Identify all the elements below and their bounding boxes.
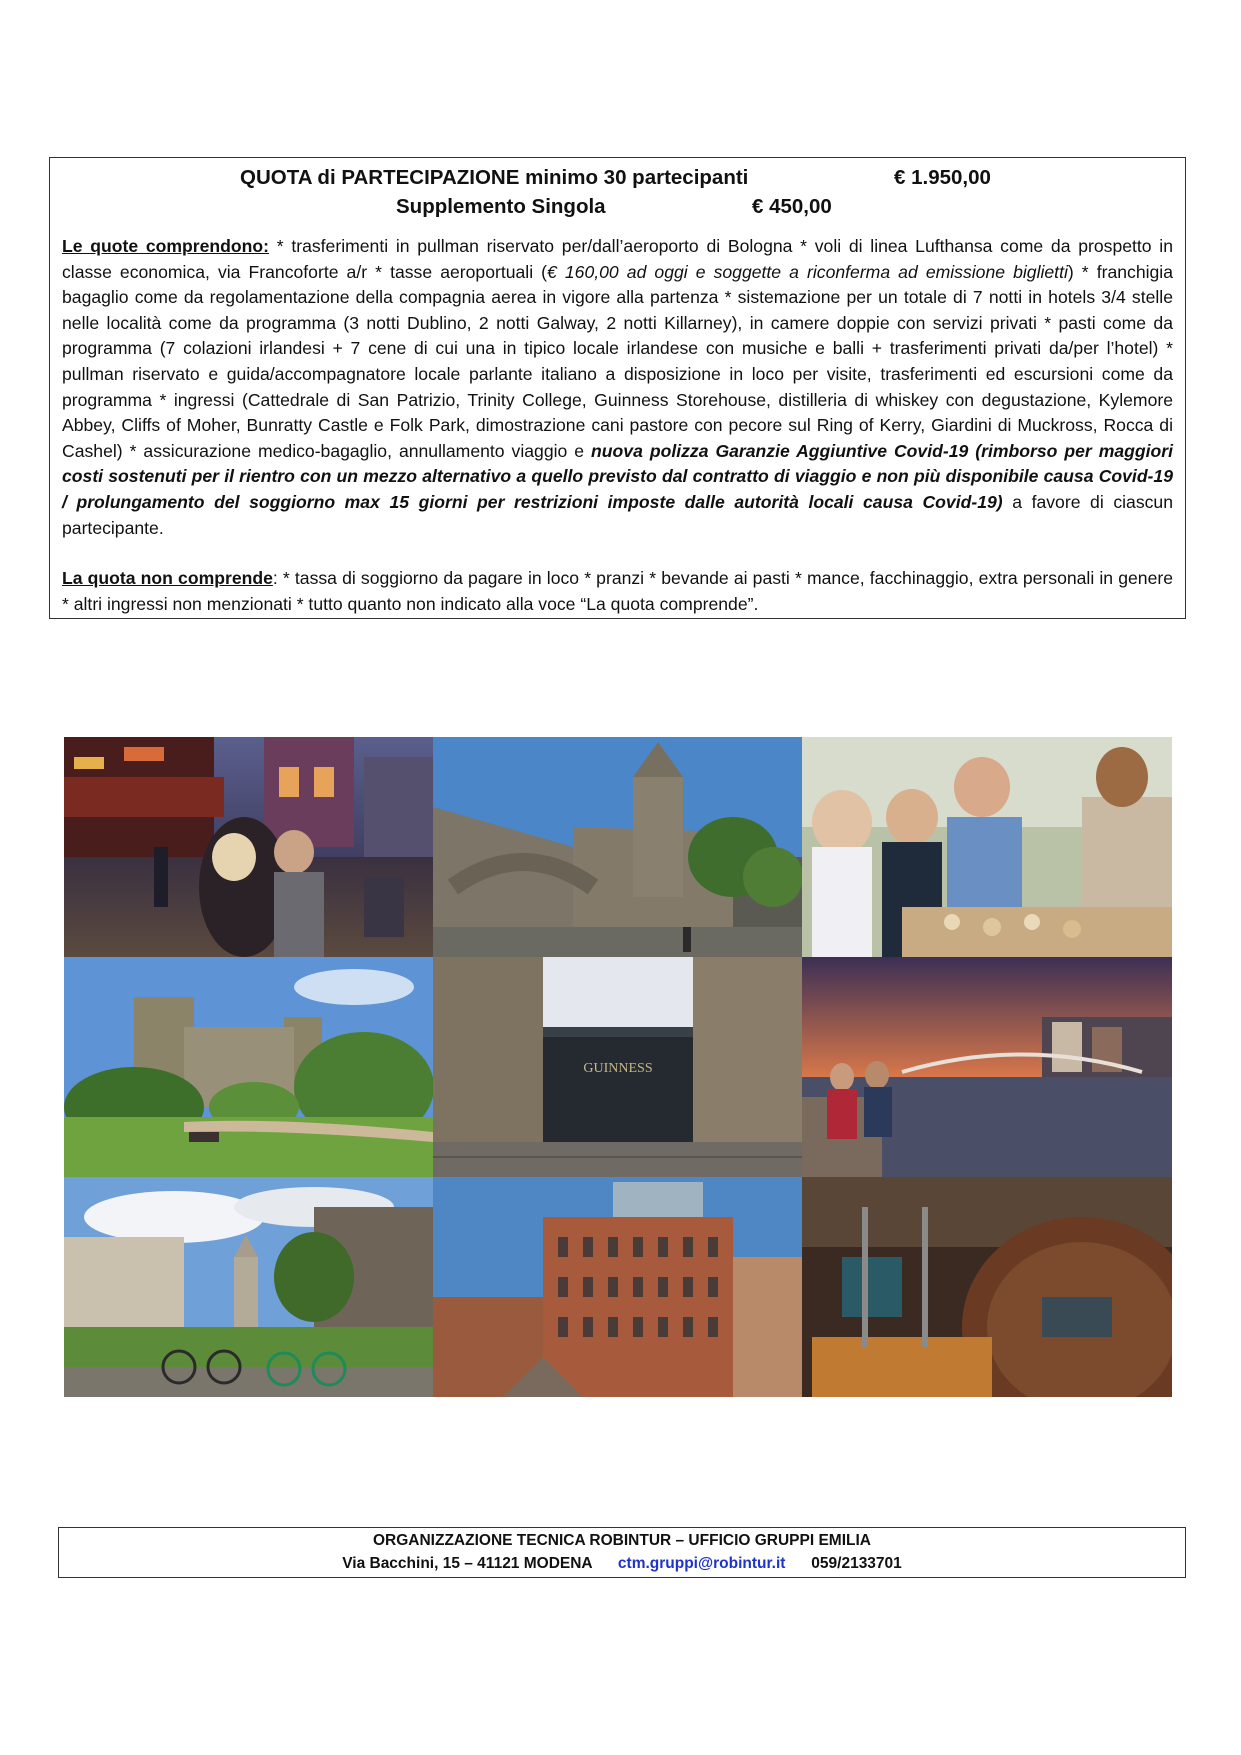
- includes-covid-policy: nuova polizza Garanzie Aggiuntive Covid-19 (rimborso per maggiori costi sostenuti per il rientro con un mezzo alternativo a quello previsto dal contratto di viaggio e non più disponibile causa Covid-19 / prolungamento del soggiorno max 15 giorni per restrizioni imposte dalle autorità locali causa Covid-19): [62, 440, 1173, 512]
- price-single-value: € 450,00: [752, 195, 832, 218]
- photo-guinness-storehouse: [433, 1177, 802, 1397]
- photo-christ-church-cathedral: [433, 737, 802, 957]
- photo-gallery: [64, 737, 1172, 1397]
- photo-guinness-gate: [433, 957, 802, 1177]
- photo-trinity-college: [64, 1177, 433, 1397]
- includes-lead: Le quote comprendono:: [62, 236, 270, 256]
- footer-email-link[interactable]: ctm.gruppi@robintur.it: [617, 1555, 786, 1572]
- excludes-text: : * tassa di soggiorno da pagare in loco * pranzi * bevande ai pasti * mance, facchinaggio, extra personali in genere * altri ingressi non menzionati * tutto quanto non indicato alla voce “La quota comprende”.: [62, 568, 1173, 614]
- footer-box: [58, 1527, 1186, 1578]
- photo-food-market: [802, 737, 1172, 957]
- photo-malahide-castle: [64, 957, 433, 1177]
- footer-address: Via Bacchini, 15 – 41121 MODENA: [342, 1555, 593, 1572]
- photo-temple-bar-night: [64, 737, 433, 957]
- price-box: [49, 157, 1186, 619]
- includes-paragraph: [62, 234, 1173, 541]
- footer-org: ORGANIZZAZIONE TECNICA ROBINTUR – UFFICIO GRUPPI EMILIA: [372, 1532, 871, 1549]
- photo-hapenny-bridge: [802, 957, 1172, 1177]
- includes-text-3: a favore di ciascun partecipante.: [62, 491, 1173, 538]
- price-single-label: Supplemento Singola: [396, 195, 606, 218]
- price-main-label: QUOTA di PARTECIPAZIONE minimo 30 partecipanti: [240, 166, 749, 189]
- includes-italic-1: € 160,00 ad oggi e soggette a riconferma ad emissione biglietti: [547, 261, 1068, 282]
- photo-storehouse-interior: [802, 1177, 1172, 1397]
- includes-text-2: ) * franchigia bagaglio come da regolamentazione della compagnia aerea in vigore alla partenza * sistemazione per un totale di 7 notti in hotels 3/4 stelle nelle località come da programma (3 notti Dublino, 2 notti Galway, 2 notti Killarney), in camere doppie con servizi privati * pasti come da programma (7 colazioni irlandesi + 7 cene di cui una in tipico locale irlandese con musiche e balli + trasferimenti privati da/per l’hotel) * pullman riservato e guida/accompagnatore locale parlante italiano a disposizione in loco per visite, trasferimenti ed escursioni come da programma * ingressi (Cattedrale di San Patrizio, Trinity College, Guinness Storehouse, distilleria di whiskey con degustazione, Kylemore Abbey, Cliffs of Moher, Bunratty Castle e Folk Park, dimostrazione cani pastore con pecore sul Ring of Kerry, Giardini di Muckross, Rocca di Cashel) * assicurazione medico-bagaglio, annullamento viaggio e: [62, 261, 1174, 461]
- footer-contacts: [59, 1555, 1185, 1573]
- excludes-lead: La quota non comprende: [62, 568, 273, 588]
- includes-text-1: * trasferimenti in pullman riservato per/dall’aeroporto di Bologna * voli di linea Lufthansa come da prospetto in classe economica, via Francoforte a/r * tasse aeroportuali (: [62, 236, 1174, 282]
- price-main-value: € 1.950,00: [894, 166, 991, 189]
- excludes-paragraph: [62, 566, 1173, 617]
- guinness-sign-text: GUINNESS: [583, 1061, 653, 1076]
- footer-phone: 059/2133701: [811, 1555, 902, 1572]
